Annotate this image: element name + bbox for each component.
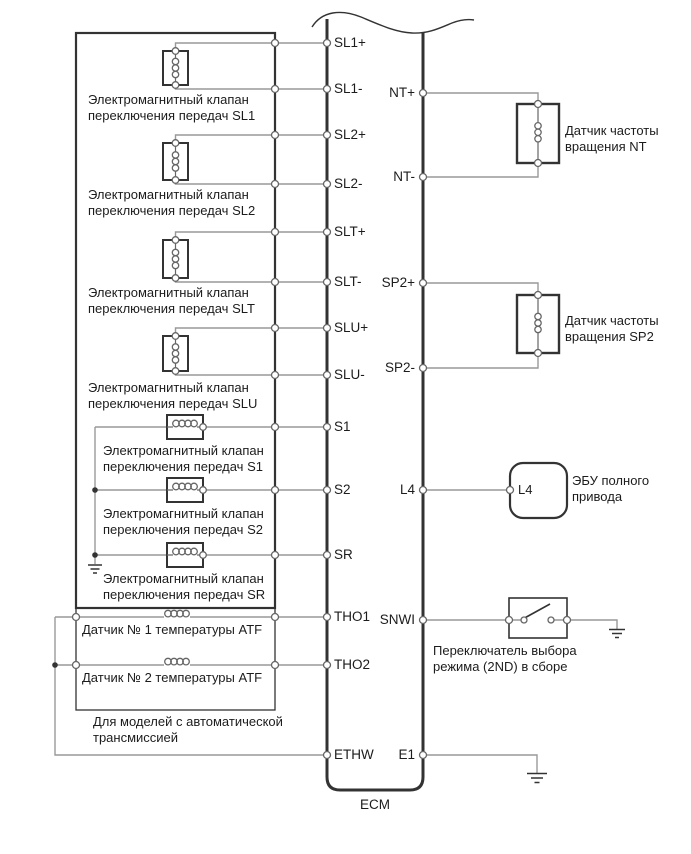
- pin-label-nt-minus: NT-: [393, 169, 415, 184]
- solenoid-s2-label: Электромагнитный клапан переключения передач S2: [103, 506, 264, 537]
- nt-sensor-label: Датчик частоты вращения NT: [565, 123, 659, 154]
- pin-label-sl2-minus: SL2-: [334, 176, 363, 191]
- pin-label-tho2: THO2: [334, 657, 371, 672]
- atf-thermistor-symbols: [165, 610, 190, 665]
- pin-label-slt-minus: SLT-: [334, 274, 362, 289]
- pin-label-sl1-plus: SL1+: [334, 35, 366, 50]
- pin-label-s1: S1: [334, 419, 351, 434]
- pin-label-tho1: THO1: [334, 609, 371, 624]
- harness-break-wave: [312, 12, 474, 33]
- solenoid-s1-label: Электромагнитный клапан переключения передач S1: [103, 443, 264, 474]
- mode-switch-label: Переключатель выбора режима (2ND) в сборе: [433, 643, 577, 674]
- pin-label-slt-plus: SLT+: [334, 224, 366, 239]
- pin-label-sp2-plus: SP2+: [381, 275, 415, 290]
- sp2-sensor-label: Датчик частоты вращения SP2: [565, 313, 659, 344]
- speed-sensor-symbols: [517, 104, 559, 353]
- mode-switch-symbol: [509, 598, 567, 638]
- pin-label-slu-plus: SLU+: [334, 320, 369, 335]
- solenoid-sl2-label: Электромагнитный клапан переключения передач SL2: [88, 187, 256, 218]
- solenoid-slu-label: Электромагнитный клапан переключения передач SLU: [88, 380, 258, 411]
- atf-sensor2-label: Датчик № 2 температуры ATF: [82, 670, 263, 685]
- pin-label-l4: L4: [399, 482, 415, 497]
- solenoid-sl1-label: Электромагнитный клапан переключения передач SL1: [88, 92, 256, 123]
- solenoid-slt-label: Электромагнитный клапан переключения передач SLT: [88, 285, 255, 316]
- solenoid-sr-label: Электромагнитный клапан переключения передач SR: [103, 571, 266, 602]
- pin-label-nt-plus: NT+: [389, 85, 415, 100]
- pin-label-slu-minus: SLU-: [334, 367, 365, 382]
- pin-label-sl1-minus: SL1-: [334, 81, 363, 96]
- pin-label-sl2-plus: SL2+: [334, 127, 366, 142]
- pin-label-sr: SR: [334, 547, 353, 562]
- awd-ecu-label: ЭБУ полного привода: [572, 473, 650, 504]
- pin-label-s2: S2: [334, 482, 351, 497]
- pin-label-snwi: SNWI: [379, 612, 415, 627]
- pin-label-ethw: ETHW: [334, 747, 374, 762]
- pin-label-sp2-minus: SP2-: [384, 360, 415, 375]
- solenoid-symbols-horizontal: [167, 415, 203, 567]
- ecm-label: ECM: [360, 797, 390, 812]
- atf-sensor1-label: Датчик № 1 температуры ATF: [82, 622, 263, 637]
- automatic-transmission-note: Для моделей с автоматической трансмиссией: [93, 714, 283, 745]
- pin-label-e1: E1: [398, 747, 415, 762]
- awd-ecu-box-label: L4: [518, 482, 533, 497]
